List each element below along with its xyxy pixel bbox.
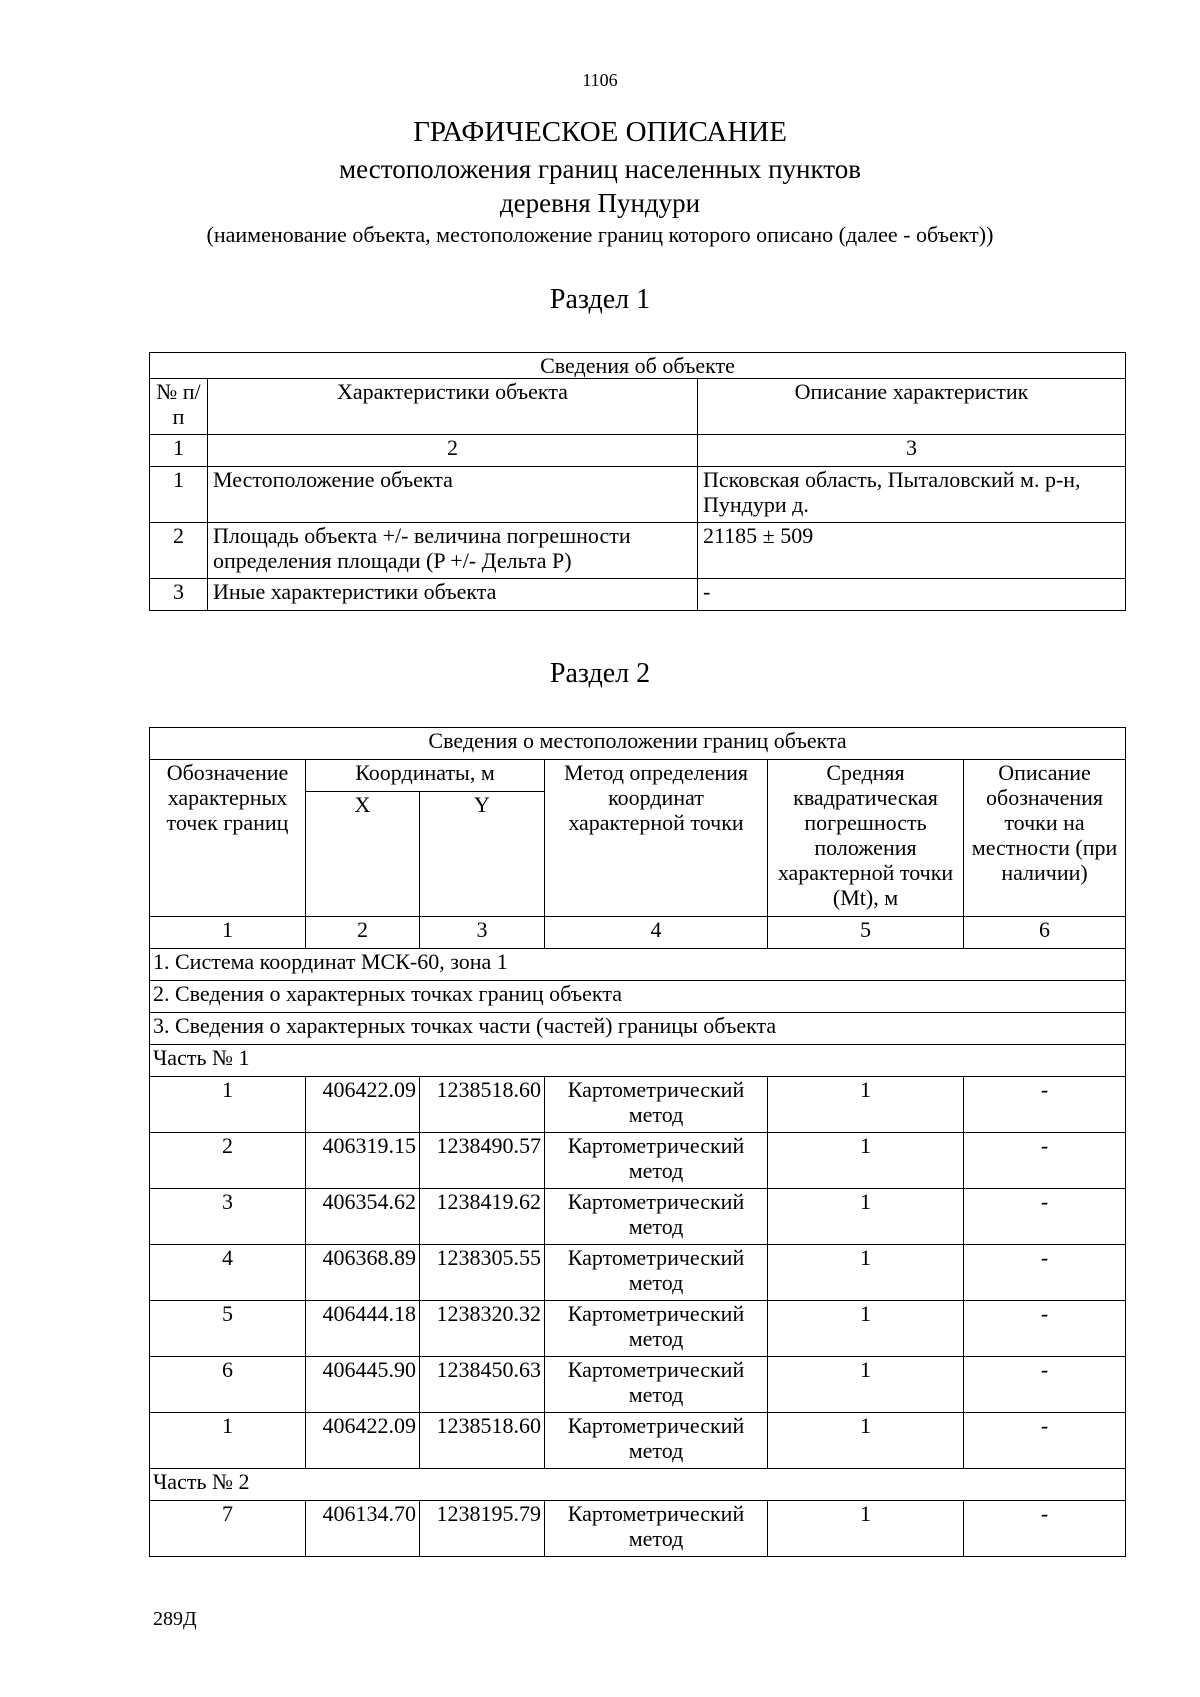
point-cell: 7 xyxy=(150,1501,306,1557)
part-1-rows xyxy=(150,1077,1126,1469)
column-header-description: Описание характеристик xyxy=(698,379,1126,435)
description-cell: - xyxy=(964,1501,1126,1557)
table-title: Сведения об объекте xyxy=(150,353,1126,379)
part-points-heading: 3. Сведения о характерных точках части (частей) границы объекта xyxy=(150,1013,1126,1045)
method-cell: Картометрический метод xyxy=(545,1357,768,1413)
description-cell: Псковская область, Пыталовский м. р-н, Пундури д. xyxy=(698,467,1126,523)
characteristic-cell: Иные характеристики объекта xyxy=(208,579,698,611)
section-row xyxy=(150,1013,1126,1045)
y-coordinate-cell: 1238450.63 xyxy=(420,1357,545,1413)
document-subtitle: местоположения границ населенных пунктов xyxy=(339,154,861,184)
description-cell: - xyxy=(964,1413,1126,1469)
column-number-row xyxy=(150,435,1126,467)
row-number: 3 xyxy=(150,579,208,611)
x-coordinate-cell: 406134.70 xyxy=(306,1501,420,1557)
description-cell: - xyxy=(964,1245,1126,1301)
x-coordinate-cell: 406422.09 xyxy=(306,1413,420,1469)
description-cell: - xyxy=(964,1133,1126,1189)
table-row xyxy=(150,1501,1126,1557)
y-coordinate-cell: 1238305.55 xyxy=(420,1245,545,1301)
y-coordinate-cell: 1238490.57 xyxy=(420,1133,545,1189)
description-cell: - xyxy=(964,1357,1126,1413)
document-title: ГРАФИЧЕСКОЕ ОПИСАНИЕ xyxy=(413,116,787,148)
description-cell: - xyxy=(964,1301,1126,1357)
part-2-rows xyxy=(150,1501,1126,1557)
y-coordinate-cell: 1238518.60 xyxy=(420,1077,545,1133)
error-cell: 1 xyxy=(768,1413,964,1469)
error-cell: 1 xyxy=(768,1501,964,1557)
table-row xyxy=(150,1413,1126,1469)
column-number: 1 xyxy=(150,917,306,949)
point-cell: 3 xyxy=(150,1189,306,1245)
section-row xyxy=(150,981,1126,1013)
error-cell: 1 xyxy=(768,1133,964,1189)
point-cell: 1 xyxy=(150,1413,306,1469)
description-cell: - xyxy=(964,1189,1126,1245)
column-header-method: Метод определения координат характерной точки xyxy=(545,760,768,917)
table-header-row xyxy=(150,379,1126,435)
point-cell: 6 xyxy=(150,1357,306,1413)
row-number: 1 xyxy=(150,467,208,523)
error-cell: 1 xyxy=(768,1077,964,1133)
object-note: (наименование объекта, местоположение границ которого описано (далее - объект)) xyxy=(206,222,994,247)
object-info-table xyxy=(149,352,1126,611)
table-title: Сведения о местоположении границ объекта xyxy=(150,728,1126,760)
coordinate-system: 1. Система координат МСК-60, зона 1 xyxy=(150,949,1126,981)
column-header-point: Обозначение характерных точек границ xyxy=(150,760,306,917)
column-number-row xyxy=(150,917,1126,949)
error-cell: 1 xyxy=(768,1189,964,1245)
column-number: 1 xyxy=(150,435,208,467)
x-coordinate-cell: 406354.62 xyxy=(306,1189,420,1245)
column-header-coords: Координаты, м xyxy=(306,760,545,792)
method-cell: Картометрический метод xyxy=(545,1077,768,1133)
x-coordinate-cell: 406444.18 xyxy=(306,1301,420,1357)
point-cell: 4 xyxy=(150,1245,306,1301)
boundary-points-heading: 2. Сведения о характерных точках границ объекта xyxy=(150,981,1126,1013)
y-coordinate-cell: 1238518.60 xyxy=(420,1413,545,1469)
description-cell: - xyxy=(964,1077,1126,1133)
table-header-row xyxy=(150,760,1126,792)
characteristic-cell: Площадь объекта +/- величина погрешности определения площади (P +/- Дельта P) xyxy=(208,523,698,579)
table-row xyxy=(150,1245,1126,1301)
table-row xyxy=(150,1189,1126,1245)
boundary-points-table xyxy=(149,727,1126,1557)
footer-code: 289Д xyxy=(153,1608,197,1630)
part-1-label: Часть № 1 xyxy=(150,1045,1126,1077)
section-2-heading: Раздел 2 xyxy=(549,658,651,689)
error-cell: 1 xyxy=(768,1301,964,1357)
table-row xyxy=(150,467,1126,523)
table-row xyxy=(150,1077,1126,1133)
x-coordinate-cell: 406319.15 xyxy=(306,1133,420,1189)
y-coordinate-cell: 1238320.32 xyxy=(420,1301,545,1357)
part-2-label: Часть № 2 xyxy=(150,1469,1126,1501)
point-cell: 2 xyxy=(150,1133,306,1189)
column-number: 2 xyxy=(306,917,420,949)
method-cell: Картометрический метод xyxy=(545,1133,768,1189)
section-row xyxy=(150,1469,1126,1501)
column-header-no: № п/п xyxy=(150,379,208,435)
column-number: 4 xyxy=(545,917,768,949)
point-cell: 5 xyxy=(150,1301,306,1357)
point-cell: 1 xyxy=(150,1077,306,1133)
section-1-heading: Раздел 1 xyxy=(549,284,651,315)
method-cell: Картометрический метод xyxy=(545,1189,768,1245)
error-cell: 1 xyxy=(768,1245,964,1301)
object-name: деревня Пундури xyxy=(499,188,701,218)
column-header-characteristics: Характеристики объекта xyxy=(208,379,698,435)
description-cell: - xyxy=(698,579,1126,611)
row-number: 2 xyxy=(150,523,208,579)
description-cell: 21185 ± 509 xyxy=(698,523,1126,579)
column-header-y: Y xyxy=(420,792,545,917)
column-header-x: X xyxy=(306,792,420,917)
method-cell: Картометрический метод xyxy=(545,1413,768,1469)
table-title-row xyxy=(150,353,1126,379)
column-number: 3 xyxy=(420,917,545,949)
section-row xyxy=(150,949,1126,981)
table-row xyxy=(150,1133,1126,1189)
error-cell: 1 xyxy=(768,1357,964,1413)
x-coordinate-cell: 406445.90 xyxy=(306,1357,420,1413)
column-number: 5 xyxy=(768,917,964,949)
column-header-error: Средняя квадратическая погрешность положения характерной точки (Mt), м xyxy=(768,760,964,917)
y-coordinate-cell: 1238195.79 xyxy=(420,1501,545,1557)
method-cell: Картометрический метод xyxy=(545,1301,768,1357)
characteristic-cell: Местоположение объекта xyxy=(208,467,698,523)
table-title-row xyxy=(150,728,1126,760)
column-number: 3 xyxy=(698,435,1126,467)
method-cell: Картометрический метод xyxy=(545,1245,768,1301)
method-cell: Картометрический метод xyxy=(545,1501,768,1557)
table-row xyxy=(150,1301,1126,1357)
x-coordinate-cell: 406422.09 xyxy=(306,1077,420,1133)
column-number: 6 xyxy=(964,917,1126,949)
table-row xyxy=(150,523,1126,579)
column-number: 2 xyxy=(208,435,698,467)
x-coordinate-cell: 406368.89 xyxy=(306,1245,420,1301)
table-row xyxy=(150,1357,1126,1413)
table-row xyxy=(150,579,1126,611)
column-header-description: Описание обозначения точки на местности (при наличии) xyxy=(964,760,1126,917)
section-row xyxy=(150,1045,1126,1077)
page-number: 1106 xyxy=(582,70,618,90)
y-coordinate-cell: 1238419.62 xyxy=(420,1189,545,1245)
